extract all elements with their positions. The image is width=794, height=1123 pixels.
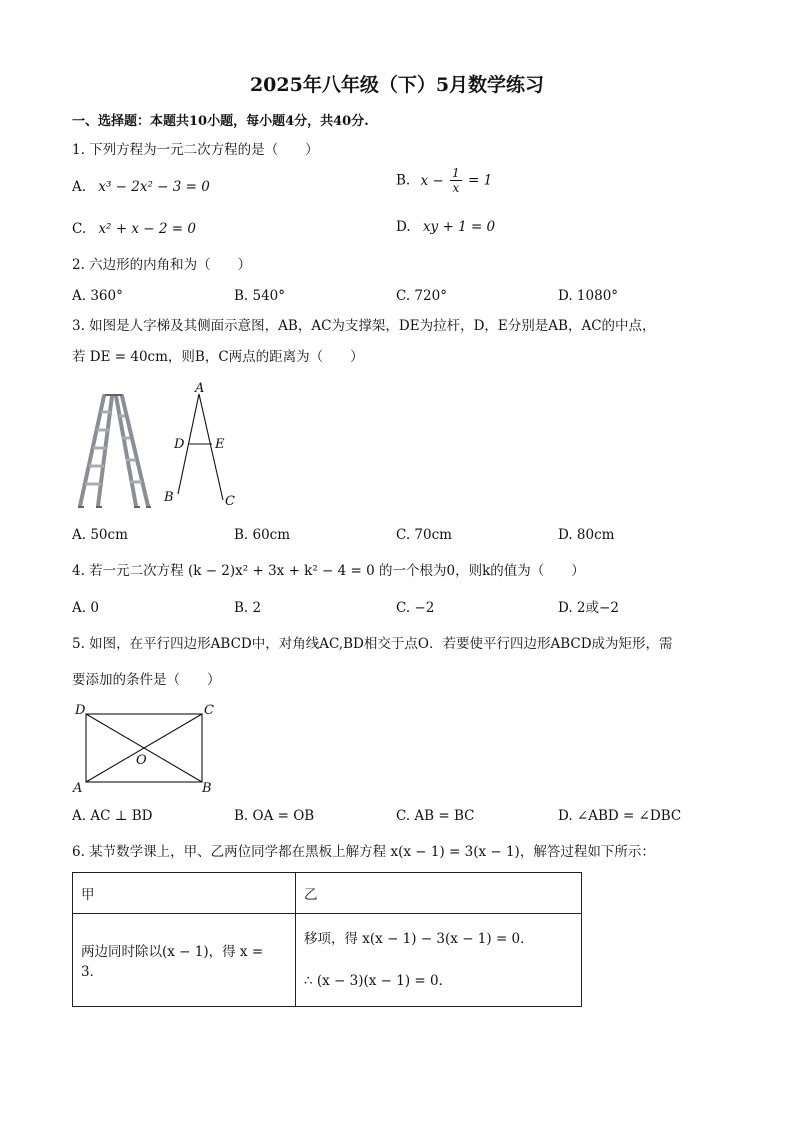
q1-option-d-text: xy + 1 = 0 [422,219,496,235]
q2-option-c: C. 720° [396,288,447,304]
q4-option-b: B. 2 [234,600,262,616]
q5-option-b: B. OA = OB [234,808,315,824]
q2-option-d: D. 1080° [558,288,619,304]
rect-label-o: O [136,753,147,768]
q1-option-c-label: C. [72,221,87,237]
q1-option-b [396,166,492,195]
ladder-label-e: E [215,437,225,452]
q5-option-c: C. AB = BC [396,808,475,824]
q1-option-c [72,219,196,239]
q1-option-a-text: x³ − 2x² − 3 = 0 [98,179,210,195]
q1-option-b-label: B. [396,172,411,189]
q3-option-d: D. 80cm [558,527,615,543]
q1-option-b-denominator: x [452,181,460,195]
ladder-label-a: A [195,381,205,396]
q6-solution-table [72,872,582,1007]
q1-option-d-label: D. [396,219,411,235]
q3-stem-line2: 若 DE = 40cm，则B，C两点的距离为（ ） [72,349,364,365]
q3-option-c: C. 70cm [396,527,452,543]
rect-label-b: B [202,781,212,796]
q1-option-b-pre: x − [420,172,444,189]
q5-stem-line1: 5. 如图，在平行四边形ABCD中，对角线AC,BD相交于点O．若要使平行四边形ABCD成为矩形，需 [72,636,673,652]
q6-table-body-row [73,914,582,1007]
q2-option-b: B. 540° [234,288,286,304]
q6-stem: 6. 某节数学课上，甲、乙两位同学都在黑板上解方程 x(x − 1) = 3(x − 1)，解答过程如下所示： [72,844,655,860]
q6-table-header-row [73,873,582,914]
q4-stem: 4. 若一元二次方程 (k − 2)x² + 3x + k² − 4 = 0 的一个根为0，则k的值为（ ） [72,563,585,579]
q6-table-header-yi: 乙 [296,873,582,914]
q6-yi-line2: ∴ (x − 3)(x − 1) = 0． [304,973,453,989]
ladder-diagram [160,378,244,510]
q6-table-header-jia: 甲 [73,873,296,914]
page-title: 2025年八年级（下）5月数学练习 [249,74,545,96]
q2-stem: 2. 六边形的内角和为（ ） [72,257,252,273]
ladder-label-d: D [174,437,185,452]
rect-label-a: A [73,781,83,796]
ladder-label-b: B [164,490,174,505]
section-heading: 一、选择题：本题共10小题，每小题4分，共40分. [72,114,369,129]
q1-option-c-text: x² + x − 2 = 0 [98,221,196,237]
q6-table-cell-jia: 两边同时除以(x − 1)，得 x = 3． [73,914,296,1007]
q3-option-b: B. 60cm [234,527,291,543]
q6-table-cell-yi [296,914,582,1007]
q1-option-d [396,217,495,237]
q6-yi-line1: 移项，得 x(x − 1) − 3(x − 1) = 0． [304,931,534,947]
q5-option-d: D. ∠ABD = ∠DBC [558,808,682,824]
rect-label-c: C [204,703,214,718]
q4-option-c: C. −2 [396,600,435,616]
ladder-label-c: C [225,494,235,509]
q5-stem-line2: 要添加的条件是（ ） [72,672,221,688]
q1-option-a-label: A. [72,179,87,195]
q1-option-b-post: = 1 [467,172,493,189]
q2-option-a: A. 360° [72,288,123,304]
q1-option-a [72,177,210,197]
ladder-photo [72,390,152,512]
q4-option-a: A. 0 [72,600,99,616]
q1-option-b-numerator: 1 [452,166,460,180]
q1-option-b-fraction [450,166,462,195]
rectangle-diagram [70,700,220,796]
rect-label-d: D [75,703,86,718]
q3-option-a: A. 50cm [72,527,128,543]
q3-stem-line1: 3. 如图是人字梯及其侧面示意图，AB，AC为支撑架，DE为拉杆，D，E分别是AB，AC的中点， [72,318,656,334]
q4-option-d: D. 2或−2 [558,600,619,616]
q1-stem: 1. 下列方程为一元二次方程的是（ ） [72,142,319,158]
q5-option-a: A. AC ⊥ BD [72,808,153,824]
